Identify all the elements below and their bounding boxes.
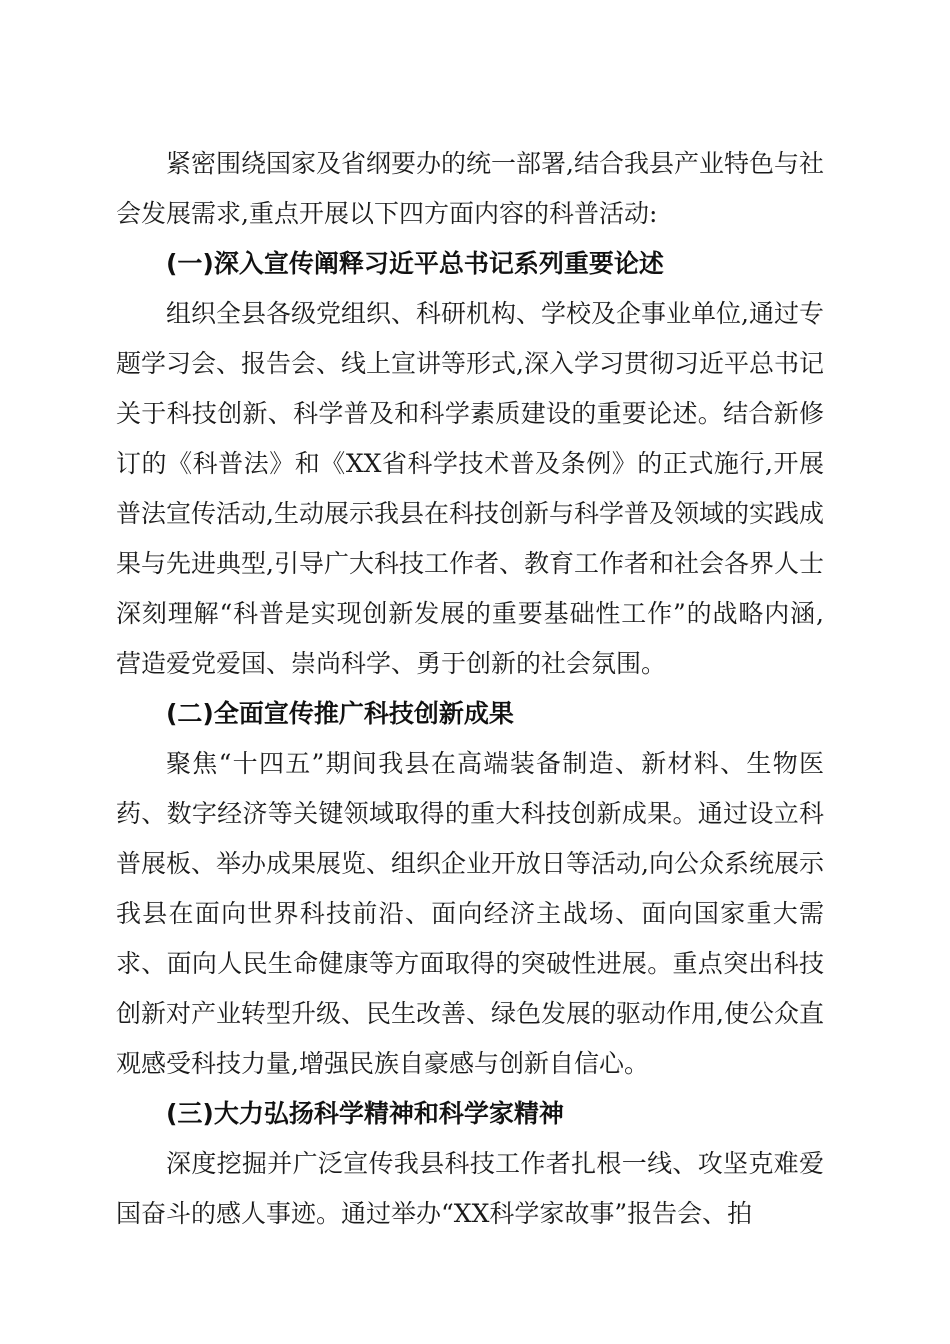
section-2-paragraph: 聚焦“十四五”期间我县在高端装备制造、新材料、生物医药、数字经济等关键领域取得的重大科技创新成果。通过设立科普展板、举办成果展览、组织企业开放日等活动,向公众系统展示我县在面向世界科技前沿、面向经济主战场、面向国家重大需求、面向人民生命健康等方面取得的突破性进展。重点突出科技创新对产业转型升级、民生改善、绿色发展的驱动作用,使公众直观感受科技力量,增强民族自豪感与创新自信心。	[116, 749, 824, 1078]
intro-paragraph: 紧密围绕国家及省纲要办的统一部署,结合我县产业特色与社会发展需求,重点开展以下四方面内容的科普活动:	[116, 149, 824, 228]
section-heading-1: (一)深入宣传阐释习近平总书记系列重要论述	[166, 249, 664, 278]
document-body	[116, 139, 824, 1239]
section-heading-3: (三)大力弘扬科学精神和科学家精神	[166, 1099, 564, 1128]
section-3-paragraph: 深度挖掘并广泛宣传我县科技工作者扎根一线、攻坚克难爱国奋斗的感人事迹。通过举办“XX科学家故事”报告会、拍	[116, 1149, 824, 1228]
section-1-paragraph: 组织全县各级党组织、科研机构、学校及企事业单位,通过专题学习会、报告会、线上宣讲等形式,深入学习贯彻习近平总书记关于科技创新、科学普及和科学素质建设的重要论述。结合新修订的《科普法》和《XX省科学技术普及条例》的正式施行,开展普法宣传活动,生动展示我县在科技创新与科学普及领域的实践成果与先进典型,引导广大科技工作者、教育工作者和社会各界人士深刻理解“科普是实现创新发展的重要基础性工作”的战略内涵,营造爱党爱国、崇尚科学、勇于创新的社会氛围。	[116, 299, 824, 678]
section-heading-2: (二)全面宣传推广科技创新成果	[166, 699, 514, 728]
